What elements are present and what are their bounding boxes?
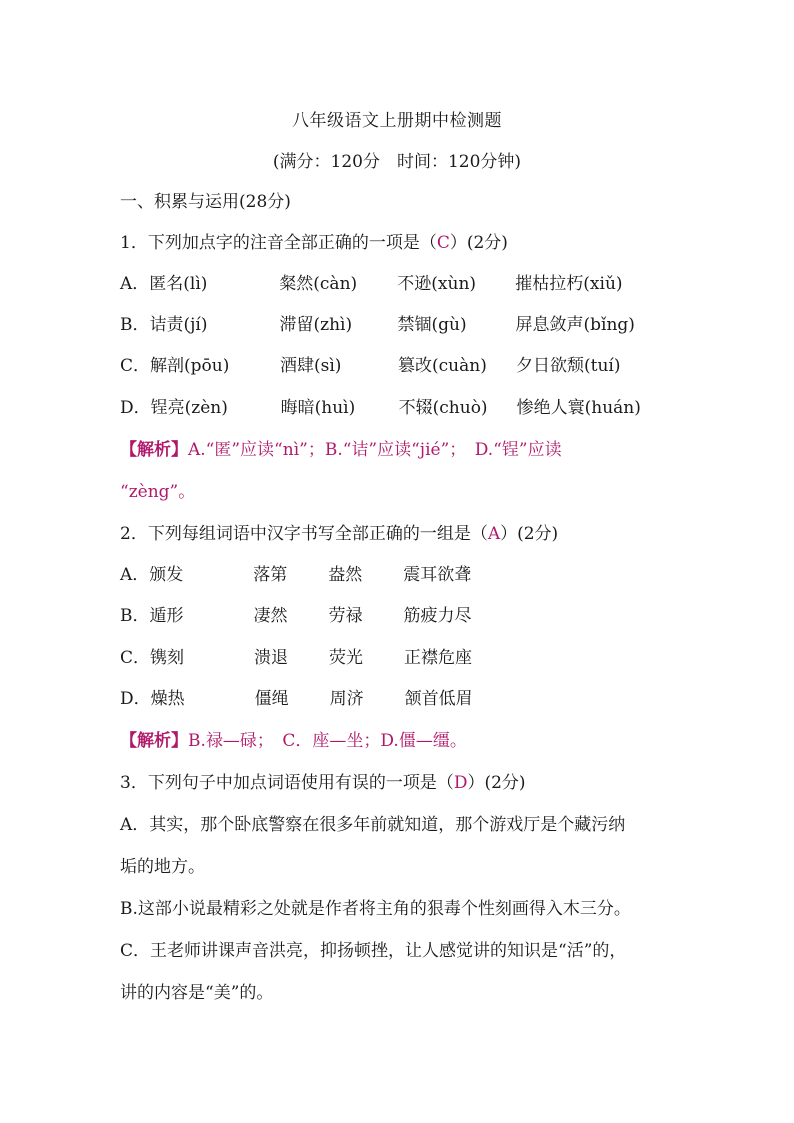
option-item: 正襟危座 xyxy=(404,648,473,668)
option-label: A． xyxy=(120,565,150,585)
section-heading: 一、积累与运用(28分) xyxy=(120,192,291,212)
question-stem-text: 1．下列加点字的注音全部正确的一项是（ xyxy=(120,233,437,253)
answer-letter: A xyxy=(487,524,501,544)
option-item: 不逊(xùn) xyxy=(397,274,477,294)
option-item: 震耳欲聋 xyxy=(403,565,472,585)
analysis-text: A.“匿”应读“nì”；B.“诘”应读“jié”； D.“锃”应读 xyxy=(188,440,562,460)
option-item: 篡改(cuàn) xyxy=(398,356,487,376)
analysis-text: B.禄—碌； C．座—坐；D.僵—缰。 xyxy=(188,731,467,751)
option-item: 屏息敛声(bǐng) xyxy=(515,315,635,335)
option-item: 不辍(chuò) xyxy=(398,398,488,418)
option-row xyxy=(120,687,473,711)
option-row xyxy=(120,646,472,670)
option-label: B． xyxy=(120,606,150,626)
option-label: A． xyxy=(120,274,150,294)
option-item: 筋疲力尽 xyxy=(403,606,472,626)
option-a-line-continued: 垢的地方。 xyxy=(120,857,205,877)
option-item: 禁锢(gù) xyxy=(397,315,467,335)
analysis-block xyxy=(120,438,562,462)
option-item: 颔首低眉 xyxy=(404,689,473,709)
analysis-text-continued: “zèng”。 xyxy=(120,482,196,502)
option-item: 解剖(pōu) xyxy=(150,356,230,376)
option-c-line-continued: 讲的内容是“美”的。 xyxy=(120,983,274,1003)
option-label: B． xyxy=(120,315,150,335)
option-item: 溃退 xyxy=(254,648,289,668)
analysis-tag: 【解析】 xyxy=(120,440,188,460)
option-label: D． xyxy=(120,689,151,709)
option-row xyxy=(120,563,471,587)
option-item: 镌刻 xyxy=(150,648,185,668)
option-item: 荧光 xyxy=(329,648,364,668)
question-2-stem xyxy=(120,522,558,546)
answer-letter: C xyxy=(436,233,450,253)
question-stem-score: ）(2分) xyxy=(449,233,508,253)
option-item: 落第 xyxy=(253,565,288,585)
option-item: 惨绝人寰(huán) xyxy=(516,398,641,418)
option-item: 凄然 xyxy=(253,606,288,626)
page-subtitle: (满分：120分 时间：120分钟) xyxy=(272,152,522,172)
option-label: C． xyxy=(120,648,151,668)
option-label: C． xyxy=(120,356,151,376)
option-item: 颁发 xyxy=(149,565,184,585)
option-item: 匿名(lì) xyxy=(149,274,208,294)
option-item: 晦暗(huì) xyxy=(280,398,356,418)
option-item: 摧枯拉朽(xiǔ) xyxy=(515,274,623,294)
question-stem-text: 3．下列句子中加点词语使用有误的一项是（ xyxy=(120,773,454,793)
page-title: 八年级语文上册期中检测题 xyxy=(292,111,502,131)
question-stem-score: ）(2分) xyxy=(467,773,526,793)
option-item: 盎然 xyxy=(328,565,363,585)
option-row xyxy=(120,272,623,296)
analysis-block xyxy=(120,729,467,753)
option-row xyxy=(120,354,621,378)
analysis-tag: 【解析】 xyxy=(120,731,188,751)
option-item: 周济 xyxy=(329,689,364,709)
option-a-line: A．其实，那个卧底警察在很多年前就知道，那个游戏厅是个藏污纳 xyxy=(120,815,626,835)
option-row xyxy=(120,396,641,420)
option-item: 锃亮(zèn) xyxy=(150,398,228,418)
option-item: 粲然(càn) xyxy=(279,274,358,294)
question-3-stem xyxy=(120,771,526,795)
option-item: 滞留(zhì) xyxy=(279,315,353,335)
question-stem-score: ）(2分) xyxy=(500,524,559,544)
option-item: 酒肆(sì) xyxy=(280,356,342,376)
option-row xyxy=(120,313,635,337)
option-item: 燥热 xyxy=(150,689,185,709)
option-b-line: B.这部小说最精彩之处就是作者将主角的狠毒个性刻画得入木三分。 xyxy=(120,899,631,919)
option-item: 遁形 xyxy=(149,606,184,626)
answer-letter: D xyxy=(453,773,468,793)
question-1-stem xyxy=(120,231,508,255)
option-row xyxy=(120,604,472,628)
option-item: 僵绳 xyxy=(254,689,289,709)
question-stem-text: 2．下列每组词语中汉字书写全部正确的一组是（ xyxy=(120,524,488,544)
option-label: D． xyxy=(120,398,151,418)
option-item: 夕日欲颓(tuí) xyxy=(516,356,621,376)
option-item: 诘责(jí) xyxy=(149,315,208,335)
option-c-line: C．王老师讲课声音洪亮，抑扬顿挫，让人感觉讲的知识是“活”的， xyxy=(120,941,627,961)
option-item: 劳禄 xyxy=(328,606,363,626)
